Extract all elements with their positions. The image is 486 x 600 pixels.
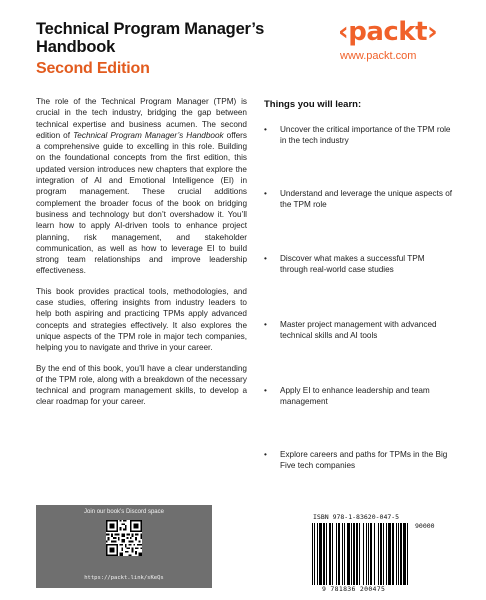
description-paragraph-2: This book provides practical tools, methodologies, and case studies, offering insights from industry leaders to help both aspiring and practicing TPMs apply advanced concepts and strategies effectively. It also explores the unique aspects of the TPM role in major tech companies, helping you to navigate and thrive in your career. <box>36 286 247 353</box>
learn-item <box>264 449 454 471</box>
description-p1-part1: The role of the Technical Program Manager (TPM) is crucial in the tech industry, bridging the gap between technical expertise and business acumen. The second edition of <box>36 97 247 140</box>
book-edition: Second Edition <box>36 60 150 77</box>
learn-item-text: Explore careers and paths for TPMs in the Big Five tech companies <box>280 450 448 470</box>
learn-item-text: Discover what makes a successful TPM through real-world case studies <box>280 254 425 274</box>
learn-item-text: Uncover the critical importance of the TPM role in the tech industry <box>280 125 451 145</box>
learn-item <box>264 188 454 210</box>
bullet-icon: • <box>264 254 267 263</box>
discord-box <box>36 505 212 588</box>
barcode-icon <box>310 523 450 585</box>
bullet-icon: • <box>264 189 267 198</box>
publisher-url: www.packt.com <box>340 50 417 62</box>
bullet-icon: • <box>264 125 267 134</box>
learn-item-text: Master project management with advanced technical skills and AI tools <box>280 320 437 340</box>
qr-code-icon[interactable] <box>106 520 142 556</box>
price-code: 90000 <box>415 522 435 530</box>
bullet-icon: • <box>264 386 267 395</box>
learn-item-text: Understand and leverage the unique aspects of the TPM role <box>280 189 453 209</box>
packt-logo: ‹packt› <box>338 17 438 47</box>
learn-heading: Things you will learn: <box>264 99 362 110</box>
description-paragraph-3: By the end of this book, you’ll have a clear understanding of the TPM role, along with a breakdown of the necessary technical and program management skills, to develop a clear roadmap for your career. <box>36 363 247 407</box>
learn-item <box>264 385 454 407</box>
discord-label: Join our book’s Discord space <box>84 509 164 515</box>
learn-item <box>264 124 454 146</box>
isbn-label: ISBN 978-1-83620-047-5 <box>313 513 400 521</box>
description-p1-book-title: Technical Program Manager’s Handbook <box>73 130 224 140</box>
book-title: Technical Program Manager’s Handbook <box>36 20 265 56</box>
barcode-number: 9 781836 200475 <box>322 585 386 593</box>
description-p1-part2: offers a comprehensive guide to excelling in this role. Building on the foundational concepts from the first edition, this updated version introduces new chapters that explore the integration of AI and Emotional Intelligence (EI) in program management. These crucial additions complement the broader focus of the book on bridging business and technology but don’t overshadow it. You’ll learn how to apply AI-driven tools to enhance project planning, risk management, and stakeholder communication, as well as how to leverage EI to build strong team relationships and improve leadership effectiveness. <box>36 130 247 276</box>
bullet-icon: • <box>264 320 267 329</box>
bullet-icon: • <box>264 450 267 459</box>
description-paragraph-1 <box>36 96 247 277</box>
learn-item <box>264 319 454 341</box>
book-description <box>36 96 247 417</box>
discord-url[interactable]: https://packt.link/sKeQs <box>84 575 164 581</box>
learn-item-text: Apply EI to enhance leadership and team management <box>280 386 430 406</box>
learn-item <box>264 253 454 275</box>
